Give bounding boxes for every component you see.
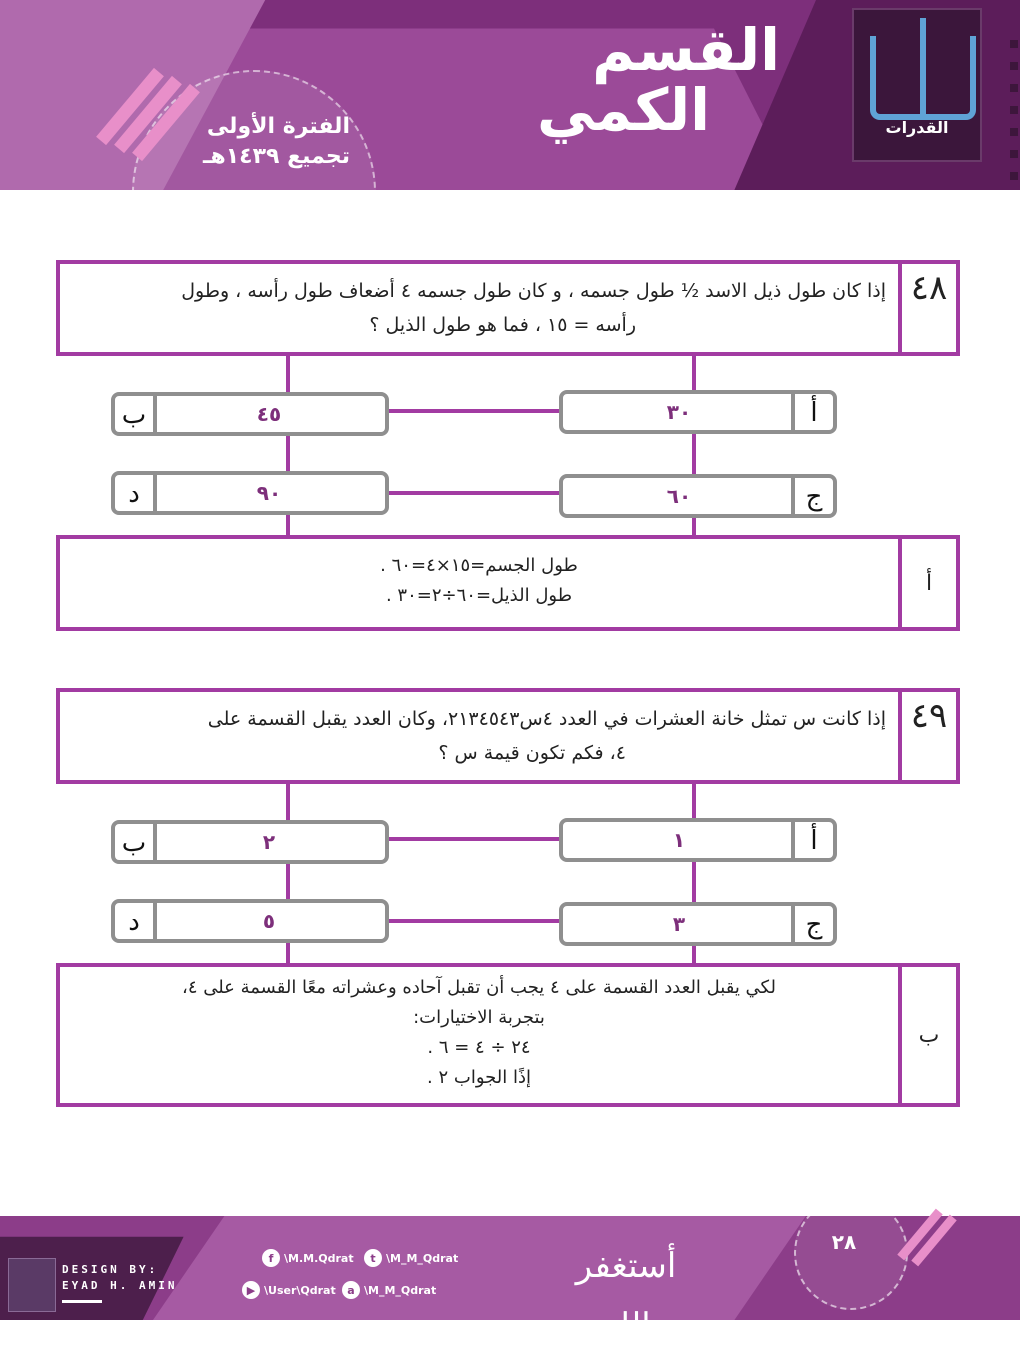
compilation-text: تجميع ١٤٣٩هـ xyxy=(202,144,350,169)
period-label xyxy=(150,112,350,172)
question-number: ٤٨ xyxy=(898,264,956,352)
option-d[interactable] xyxy=(111,899,389,943)
ask-icon: a xyxy=(342,1281,360,1299)
youtube-handle: \User\Qdrat xyxy=(264,1283,336,1297)
ask-link[interactable] xyxy=(342,1281,436,1299)
option-letter: ج xyxy=(791,478,833,514)
option-letter: أ xyxy=(791,394,833,430)
option-a[interactable] xyxy=(559,818,837,862)
option-letter: أ xyxy=(791,822,833,858)
design-by-label: DESIGN BY: xyxy=(62,1263,159,1276)
connector-line xyxy=(388,837,560,841)
page-header xyxy=(0,0,1020,190)
facebook-handle: \M.M.Qdrat xyxy=(284,1251,354,1265)
solution-text xyxy=(72,973,886,1093)
option-value: ٣ xyxy=(672,912,686,936)
book-icon xyxy=(870,36,976,120)
youtube-link[interactable] xyxy=(242,1281,336,1299)
twitter-icon: t xyxy=(364,1249,382,1267)
answer-letter: ب xyxy=(898,967,956,1103)
section-title xyxy=(420,16,780,144)
question-number: ٤٩ xyxy=(898,692,956,780)
question-text xyxy=(72,274,886,342)
solution-text xyxy=(72,551,886,611)
side-squares xyxy=(1010,40,1018,190)
solution-line: إذًا الجواب ٢ . xyxy=(427,1067,531,1088)
twitter-handle: \M_M_Qdrat xyxy=(386,1251,459,1265)
option-letter: ب xyxy=(115,824,157,860)
option-value: ٤٥ xyxy=(256,402,282,426)
design-credit xyxy=(62,1262,177,1303)
option-letter: د xyxy=(115,903,157,939)
designer-signature xyxy=(8,1258,56,1312)
option-d[interactable] xyxy=(111,471,389,515)
answer-box xyxy=(56,963,960,1107)
istighfar-calligraphy: أستغفر الله xyxy=(575,1246,677,1346)
question-text-line-1: إذا كان طول ذيل الاسد ½ طول جسمه ، و كان طول جسمه ٤ أضعاف طول رأسه ، وطول xyxy=(181,280,886,302)
option-letter: ب xyxy=(115,396,157,432)
option-value: ٣٠ xyxy=(666,400,692,424)
answer-box xyxy=(56,535,960,631)
option-c[interactable] xyxy=(559,474,837,518)
solution-line: طول الجسم=١٥×٤=٦٠ . xyxy=(380,555,578,576)
option-b[interactable] xyxy=(111,820,389,864)
designer-name: EYAD H. AMIN xyxy=(62,1279,178,1292)
title-line-1: القسم xyxy=(592,16,780,84)
question-text-line-1: إذا كانت س تمثل خانة العشرات في العدد ٤س٢١٣٤٥٤٣، وكان العدد يقبل القسمة على xyxy=(207,708,886,730)
option-value: ١ xyxy=(672,828,686,852)
option-value: ٦٠ xyxy=(666,484,692,508)
solution-line: بتجربة الاختيارات: xyxy=(413,1007,545,1028)
logo-text: القدرات xyxy=(885,118,949,137)
connector-line xyxy=(388,409,560,413)
question-text xyxy=(72,702,886,770)
option-a[interactable] xyxy=(559,390,837,434)
ask-handle: \M_M_Qdrat xyxy=(364,1283,437,1297)
facebook-icon: f xyxy=(262,1249,280,1267)
period-text: الفترة الأولى xyxy=(206,114,350,139)
connector-line xyxy=(388,491,560,495)
page-number: ٢٨ xyxy=(831,1230,857,1254)
question-text-line-2: ٤، فكم تكون قيمة س ؟ xyxy=(438,742,626,764)
twitter-link[interactable] xyxy=(364,1249,458,1267)
solution-line: لكي يقبل العدد القسمة على ٤ يجب أن تقبل آحاده وعشراته معًا القسمة على ٤، xyxy=(182,977,776,998)
question-text-line-2: رأسه = ١٥ ، فما هو طول الذيل ؟ xyxy=(369,314,636,336)
option-letter: ج xyxy=(791,906,833,942)
option-c[interactable] xyxy=(559,902,837,946)
solution-line: ٢٤ ÷ ٤ = ٦ . xyxy=(427,1037,531,1058)
title-line-2: الكمي xyxy=(537,76,710,144)
solution-line: طول الذيل=٦٠÷٢=٣٠ . xyxy=(385,585,573,606)
option-value: ٥ xyxy=(262,909,276,933)
answer-letter: أ xyxy=(898,539,956,627)
option-letter: د xyxy=(115,475,157,511)
option-value: ٢ xyxy=(262,830,276,854)
option-value: ٩٠ xyxy=(256,481,282,505)
question-box xyxy=(56,260,960,356)
facebook-link[interactable] xyxy=(262,1249,354,1267)
youtube-icon: ▶ xyxy=(242,1281,260,1299)
question-box xyxy=(56,688,960,784)
connector-line xyxy=(388,919,560,923)
qudurat-logo xyxy=(852,8,982,162)
option-b[interactable] xyxy=(111,392,389,436)
